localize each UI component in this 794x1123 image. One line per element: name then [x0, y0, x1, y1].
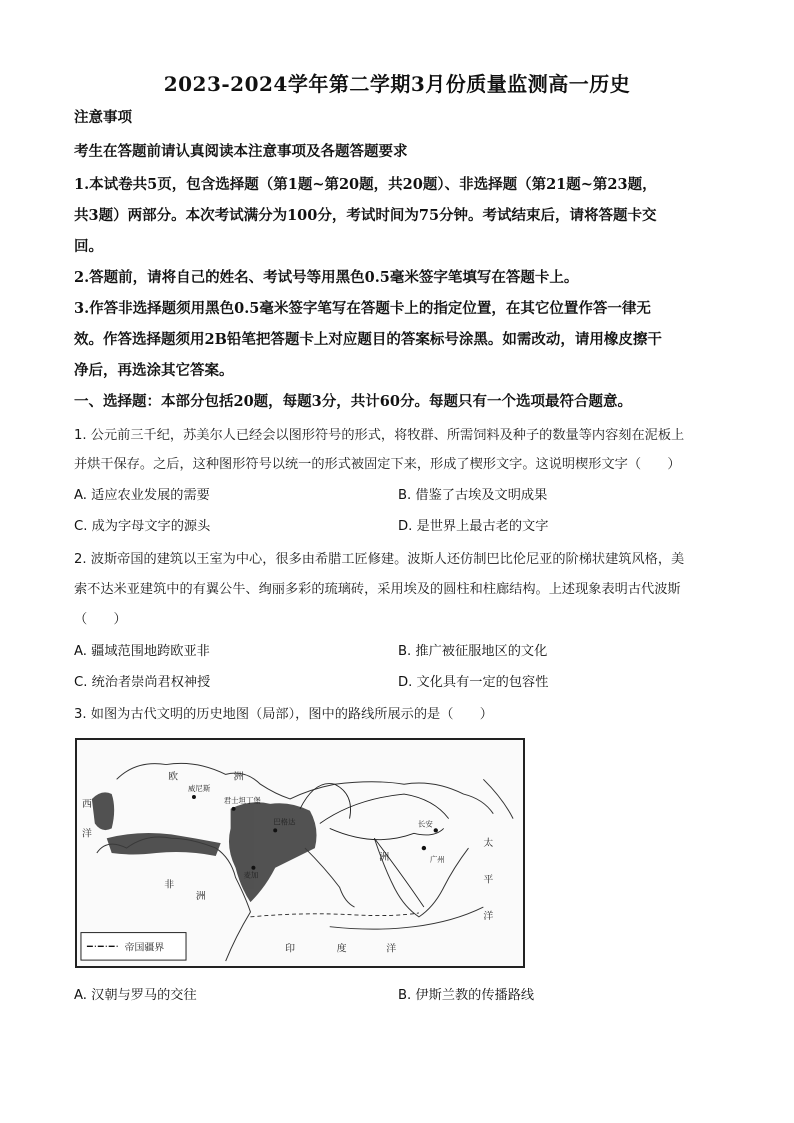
map-label: 洲 — [379, 851, 390, 863]
map-label: 洋 — [483, 910, 494, 922]
map-legend-label: 帝国疆界 — [124, 942, 165, 954]
exam-title: 2023-2024学年第二学期3月份质量监测高一历史 — [163, 72, 631, 96]
map-city-label: 巴格达 — [273, 817, 296, 827]
map-label: 洋 — [81, 828, 92, 840]
map-empire-region — [92, 792, 114, 830]
map-city-marker — [251, 866, 255, 870]
map-empire-region — [107, 833, 221, 856]
map-coastline — [374, 838, 468, 917]
map-label: 西 — [81, 798, 92, 810]
map-coastline — [330, 907, 484, 929]
map-label: 平 — [483, 874, 494, 886]
historical-map — [75, 738, 525, 968]
q2-stem: 索不达米亚建筑中的有翼公牛、绚丽多彩的琉璃砖，采用埃及的圆柱和柱廊结构。上述现象表明古代波斯 — [74, 582, 681, 597]
q1-stem: 并烘干保存。之后，这种图形符号以统一的形式被固定下来，形成了楔形文字。这说明楔形文字（ ） — [74, 457, 681, 472]
map-coastline — [483, 779, 513, 818]
map-city-marker — [192, 795, 196, 799]
notes-line: 效。作答选择题须用2B铅笔把答题卡上对应题目的答案标号涂黑。如需改动，请用橡皮擦干 — [74, 331, 662, 348]
notes-line: 2.答题前，请将自己的姓名、考试号等用黑色0.5毫米签字笔填写在答题卡上。 — [74, 269, 579, 286]
map-coastline — [305, 848, 355, 907]
map-city-marker — [434, 828, 438, 832]
map-label: 非 — [164, 879, 175, 891]
map-label: 洲 — [195, 891, 206, 903]
map-city-marker — [232, 807, 236, 811]
map-sea-route — [250, 913, 418, 917]
map-label: 欧 — [168, 771, 179, 783]
notes-line: 回。 — [74, 238, 103, 255]
notes-intro: 考生在答题前请认真阅读本注意事项及各题答题要求 — [74, 143, 408, 160]
q2-stem: （ ） — [74, 612, 127, 627]
map-label: 洋 — [386, 943, 397, 955]
q2-stem: 2. 波斯帝国的建筑以王室为中心，很多由希腊工匠修建。波斯人还仿制巴比伦尼亚的阶梯状建筑风格，美 — [74, 552, 685, 567]
map-city-label: 君士坦丁堡 — [223, 795, 261, 805]
map-route — [330, 828, 444, 839]
map-city-label: 广州 — [429, 854, 445, 864]
q2-option-a[interactable]: A. 疆域范围地跨欧亚非 — [74, 644, 210, 659]
map-city-marker — [422, 846, 426, 850]
q3-option-a[interactable]: A. 汉朝与罗马的交往 — [74, 988, 197, 1003]
map-label: 度 — [336, 943, 347, 955]
notes-heading: 注意事项 — [74, 109, 132, 126]
q2-option-c[interactable]: C. 统治者崇尚君权神授 — [74, 675, 211, 690]
map-city-label: 麦加 — [243, 870, 259, 880]
q2-option-d[interactable]: D. 文化具有一定的包容性 — [398, 675, 549, 690]
notes-line: 净后，再选涂其它答案。 — [74, 362, 234, 379]
notes-line: 1.本试卷共5页，包含选择题（第1题~第20题，共20题）、非选择题（第21题~第23题， — [74, 176, 657, 193]
q3-option-b[interactable]: B. 伊斯兰教的传播路线 — [398, 988, 535, 1003]
q1-option-d[interactable]: D. 是世界上最古老的文字 — [398, 519, 549, 534]
q3-stem: 3. 如图为古代文明的历史地图（局部），图中的路线所展示的是（ ） — [74, 707, 493, 722]
map-city-label: 威尼斯 — [188, 784, 211, 794]
q1-option-a[interactable]: A. 适应农业发展的需要 — [74, 488, 210, 503]
map-label: 太 — [483, 838, 494, 850]
notes-line: 3.作答非选择题须用黑色0.5毫米签字笔写在答题卡上的指定位置，在其它位置作答一律无 — [74, 300, 651, 317]
map-figure — [77, 740, 523, 966]
map-city-marker — [273, 828, 277, 832]
map-label: 印 — [285, 943, 296, 955]
q1-option-c[interactable]: C. 成为字母文字的源头 — [74, 519, 211, 534]
map-label: 洲 — [233, 771, 244, 783]
notes-line: 共3题）两部分。本次考试满分为100分，考试时间为75分钟。考试结束后，请将答题卡交 — [74, 207, 657, 224]
q1-stem: 1. 公元前三千纪，苏美尔人已经会以图形符号的形式，将牧群、所需饲料及种子的数量等内容刻在泥板上 — [74, 428, 685, 443]
map-city-label: 长安 — [417, 819, 433, 829]
section-heading: 一、选择题：本部分包括20题，每题3分，共计60分。每题只有一个选项最符合题意。 — [74, 393, 632, 410]
q2-option-b[interactable]: B. 推广被征服地区的文化 — [398, 644, 548, 659]
q1-option-b[interactable]: B. 借鉴了古埃及文明成果 — [398, 488, 548, 503]
